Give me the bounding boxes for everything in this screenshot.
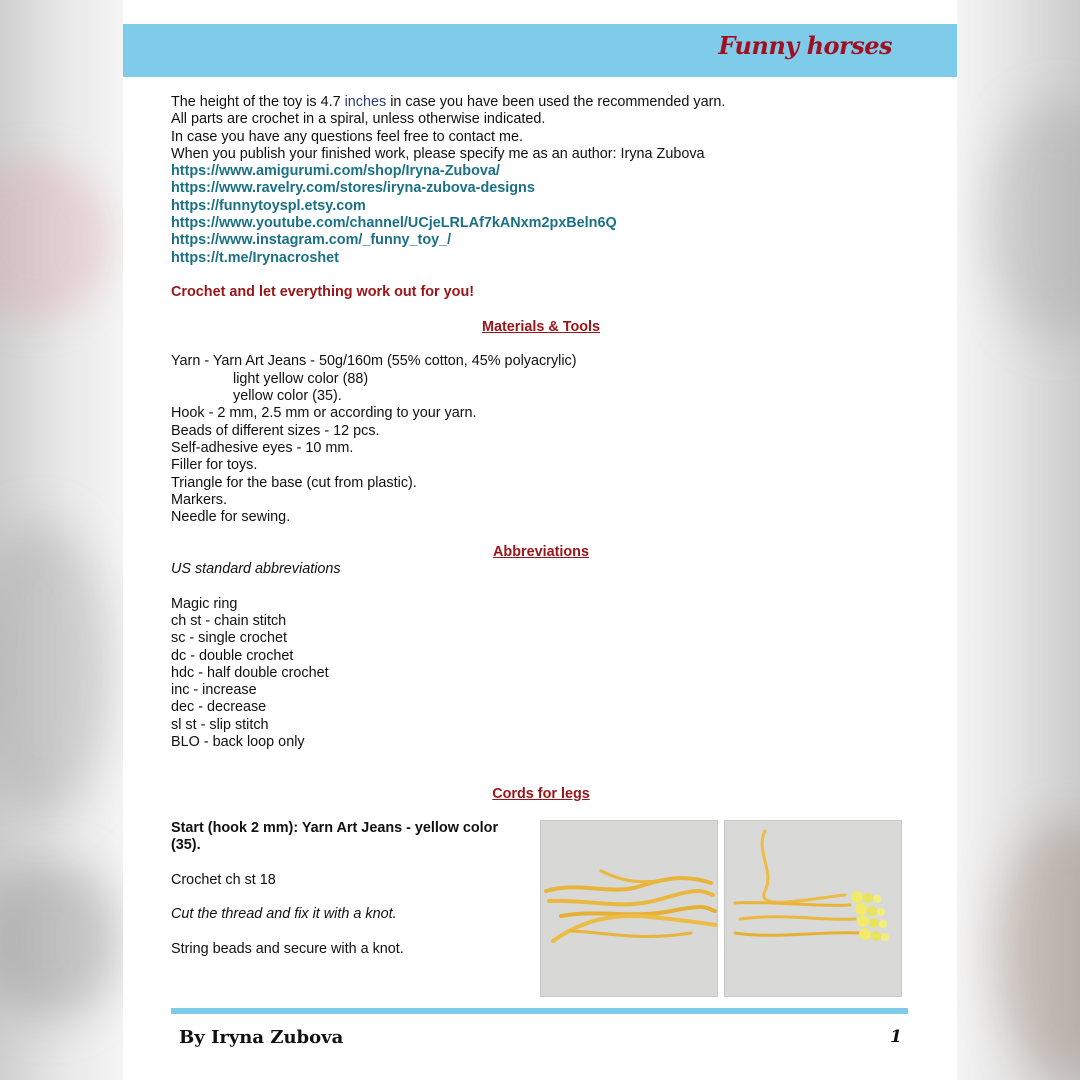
cords-instructions (171, 820, 531, 958)
cords-start-line-2: (35). (171, 837, 201, 854)
materials-item: Filler for toys. (171, 457, 258, 474)
link-amigurumi[interactable]: https://www.amigurumi.com/shop/Iryna-Zubova/ (171, 163, 500, 180)
abbreviation-item: ch st - chain stitch (171, 612, 287, 629)
background-left (0, 0, 123, 1080)
materials-yarn: Yarn - Yarn Art Jeans - 50g/160m (55% cotton, 45% polyacrylic) (171, 353, 577, 370)
cords-step-3: String beads and secure with a knot. (171, 941, 404, 958)
abbreviations-subtitle: US standard abbreviations (171, 561, 341, 578)
abbreviation-item: sc - single crochet (171, 630, 287, 647)
materials-item: Hook - 2 mm, 2.5 mm or according to your yarn. (171, 405, 477, 422)
abbreviation-item: hdc - half double crochet (171, 664, 329, 681)
intro-line-3: In case you have any questions feel free to contact me. (171, 128, 523, 145)
footer-author: By Iryna Zubova (179, 1027, 344, 1048)
link-instagram[interactable]: https://www.instagram.com/_funny_toy_/ (171, 232, 452, 249)
abbreviation-item: dc - double crochet (171, 647, 294, 664)
photo-cords-with-beads (724, 820, 902, 997)
intro-line-2: All parts are crochet in a spiral, unless otherwise indicated. (171, 111, 546, 128)
document-body (171, 94, 911, 803)
cords-start-line-1: Start (hook 2 mm): Yarn Art Jeans - yellow color (171, 820, 499, 836)
document-page (123, 0, 957, 1080)
photo-crochet-cords (540, 820, 718, 997)
cords-heading: Cords for legs (492, 785, 590, 802)
materials-item: Beads of different sizes - 12 pcs. (171, 422, 380, 439)
motto: Crochet and let everything work out for you! (171, 284, 475, 301)
cords-step-1: Crochet ch st 18 (171, 871, 276, 888)
intro-line-4: When you publish your finished work, please specify me as an author: Iryna Zubova (171, 145, 705, 162)
abbreviation-item: dec - decrease (171, 699, 267, 716)
materials-item: Markers. (171, 491, 227, 508)
materials-heading: Materials & Tools (481, 318, 601, 335)
cords-step-2: Cut the thread and fix it with a knot. (171, 906, 397, 923)
abbreviation-item: BLO - back loop only (171, 733, 305, 750)
abbreviations-heading: Abbreviations (493, 543, 589, 560)
abbreviation-item: Magic ring (171, 595, 238, 612)
link-telegram[interactable]: https://t.me/Irynacroshet (171, 249, 339, 266)
footer-divider (171, 1008, 908, 1014)
background-right (957, 0, 1080, 1080)
abbreviation-item: inc - increase (171, 682, 257, 699)
page-title: Funny horses (718, 31, 892, 60)
materials-item: Triangle for the base (cut from plastic). (171, 474, 417, 491)
materials-item: Self-adhesive eyes - 10 mm. (171, 439, 354, 456)
intro-line-1: The height of the toy is 4.7 inches in case you have been used the recommended yarn. (171, 94, 726, 110)
materials-color-1: light yellow color (88) (233, 370, 369, 387)
page-number: 1 (890, 1027, 902, 1047)
link-etsy[interactable]: https://funnytoyspl.etsy.com (171, 197, 366, 214)
link-youtube[interactable]: https://www.youtube.com/channel/UCjeLRLAf7kANxm2pxBeln6Q (171, 215, 617, 232)
materials-color-2: yellow color (35). (233, 388, 342, 405)
link-ravelry[interactable]: https://www.ravelry.com/stores/iryna-zubova-designs (171, 180, 535, 197)
abbreviation-item: sl st - slip stitch (171, 716, 269, 733)
materials-item: Needle for sewing. (171, 509, 291, 526)
